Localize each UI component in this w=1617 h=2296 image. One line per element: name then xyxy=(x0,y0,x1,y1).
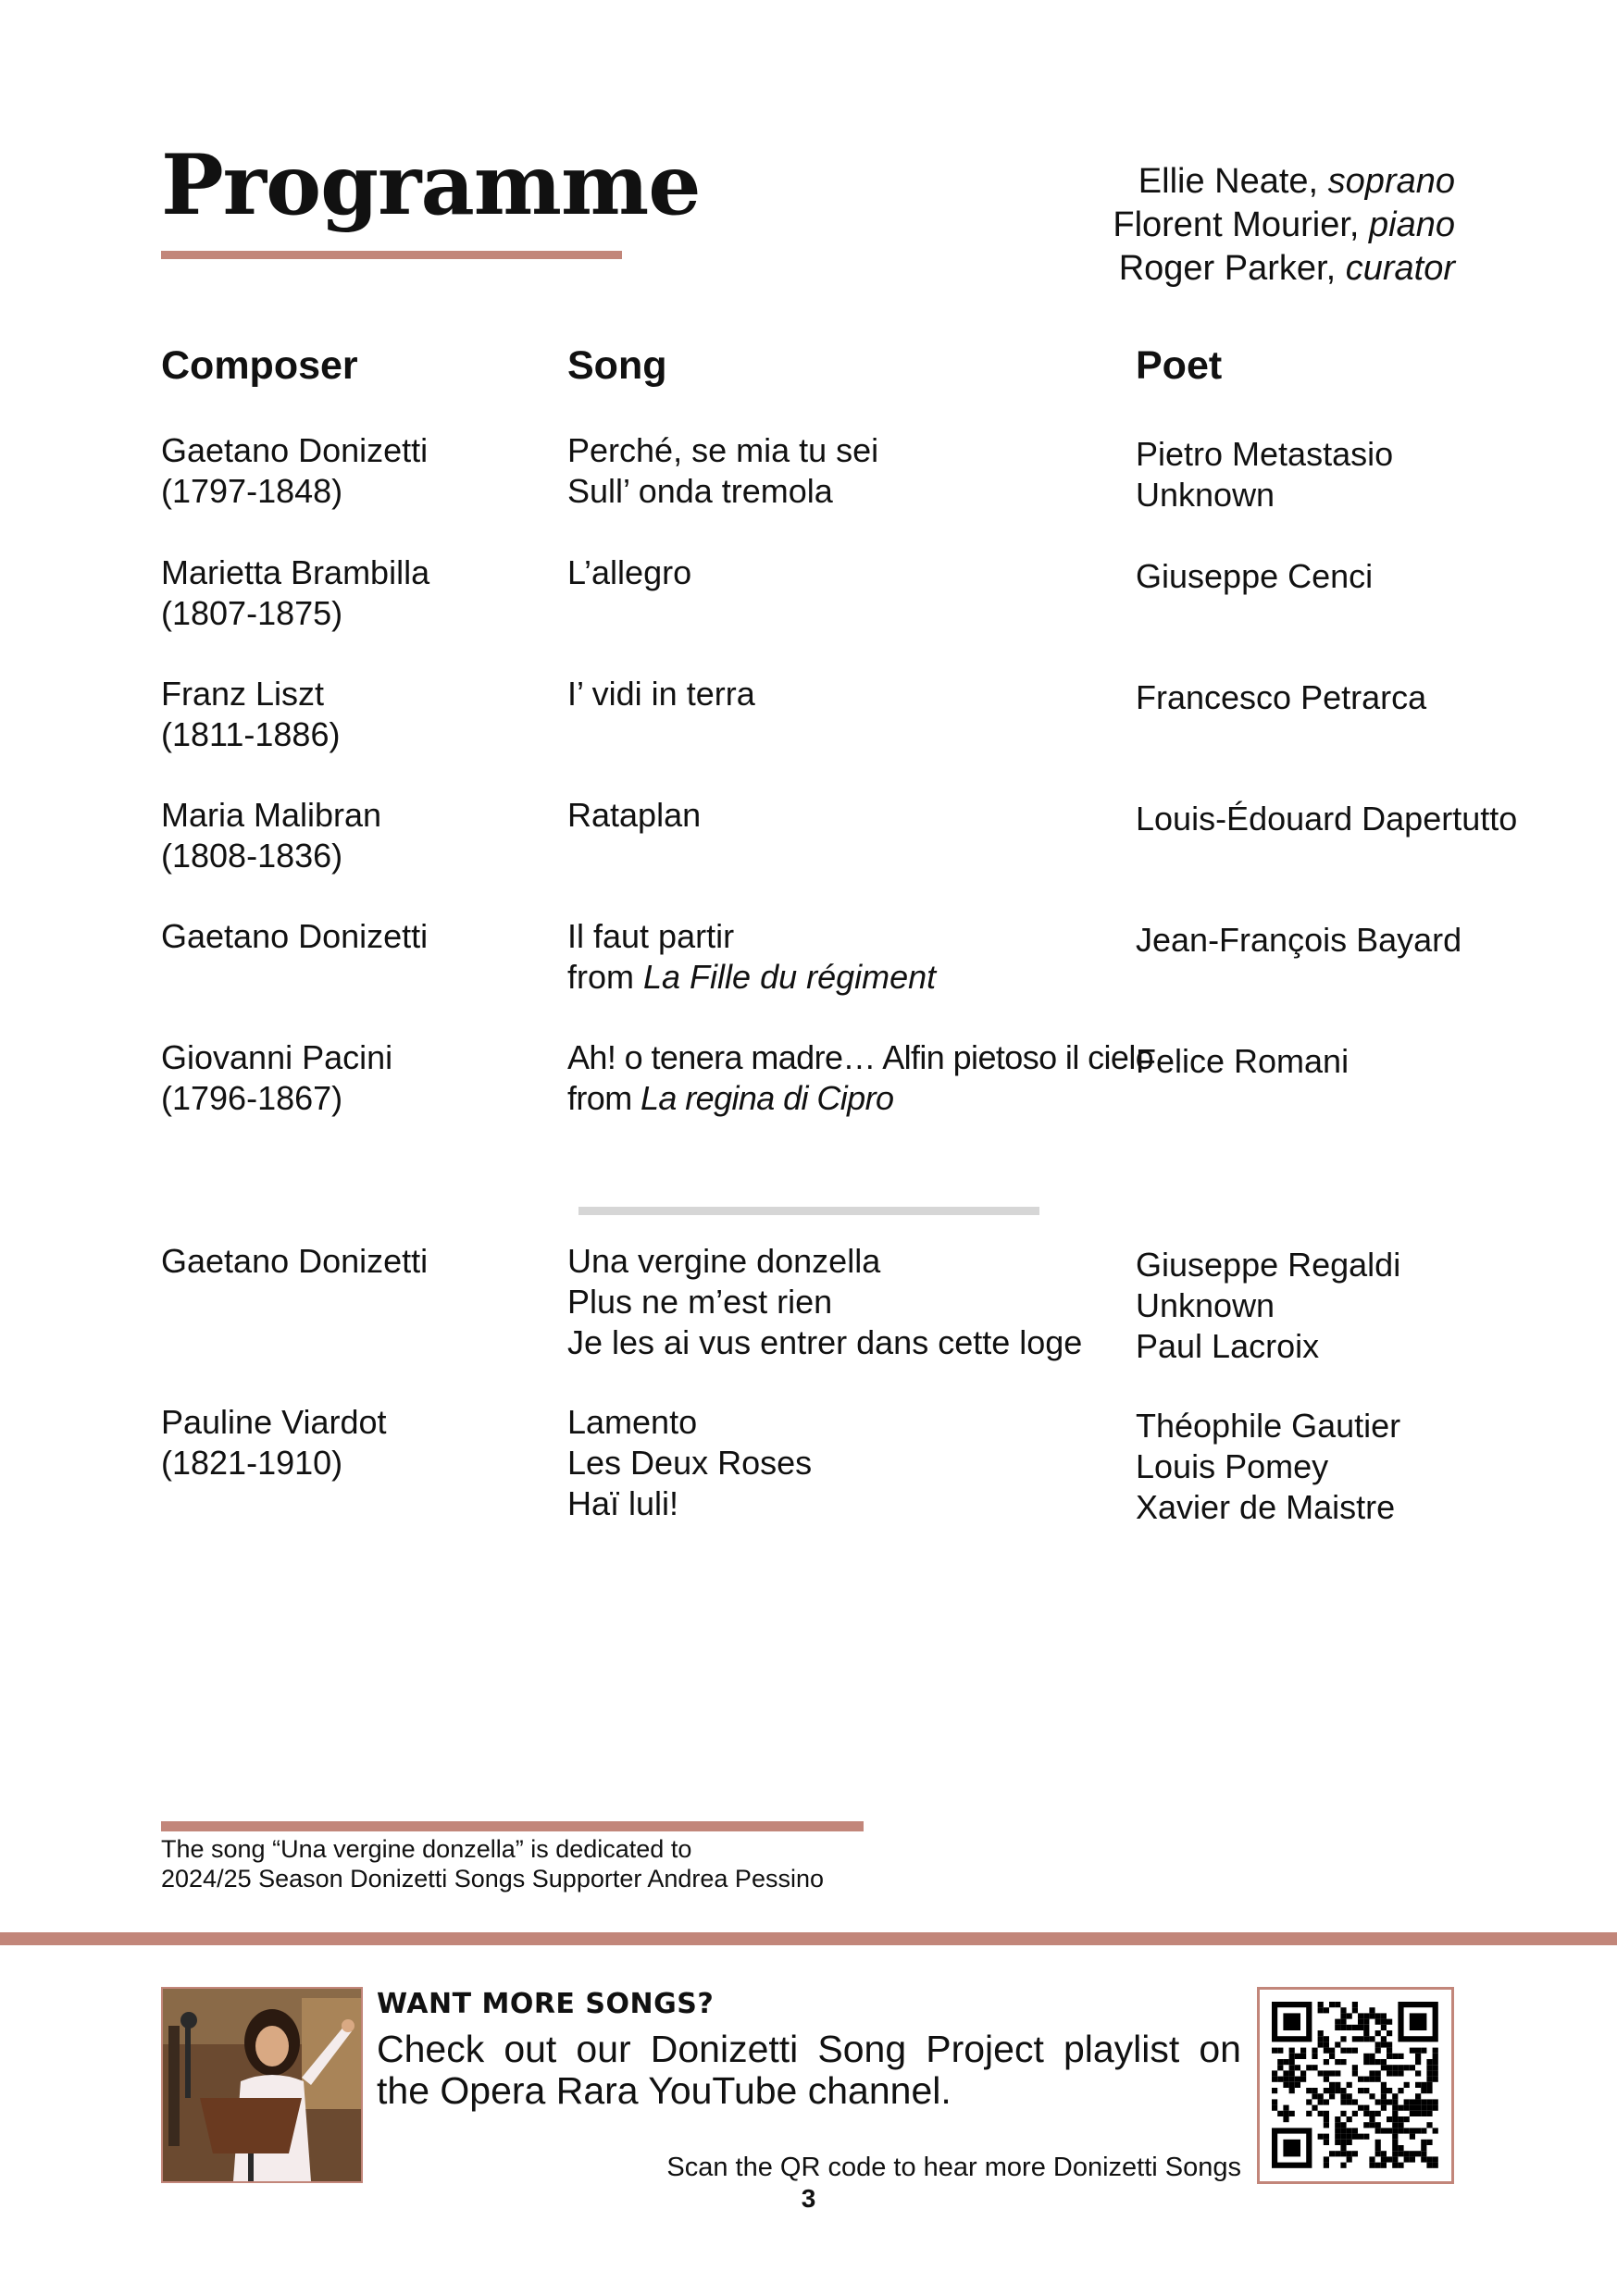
footer-divider xyxy=(0,1932,1617,1945)
song-cell: Rataplan xyxy=(567,796,702,834)
column-header-composer: Composer xyxy=(161,343,358,388)
composer-cell: Giovanni Pacini (1796-1867) xyxy=(161,1038,393,1117)
song-cell: Ah! o tenera madre… Alfin pietoso il cielo from La regina di Cipro xyxy=(567,1038,1154,1117)
performer-line: Roger Parker, curator xyxy=(1118,249,1455,288)
poet-cell: Louis-Édouard Dapertutto xyxy=(1136,800,1518,838)
composer-cell: Gaetano Donizetti (1797-1848) xyxy=(161,431,429,510)
composer-cell: Gaetano Donizetti xyxy=(161,1242,429,1280)
song-cell: Una vergine donzella Plus ne m’est rien Je les ai vus entrer dans cette loge xyxy=(567,1242,1083,1361)
composer-cell: Franz Liszt (1811-1886) xyxy=(161,675,341,753)
song-cell: L’allegro xyxy=(567,553,692,591)
poet-cell: Jean-François Bayard xyxy=(1136,921,1462,959)
poet-cell: Felice Romani xyxy=(1136,1042,1350,1080)
song-cell: Il faut partir from La Fille du régiment xyxy=(567,917,937,996)
composer-cell: Pauline Viardot (1821-1910) xyxy=(161,1403,387,1482)
poet-cell: Giuseppe Cenci xyxy=(1136,557,1374,595)
composer-cell: Maria Malibran (1808-1836) xyxy=(161,796,382,875)
programme-header xyxy=(0,338,1617,393)
promo-text: Check out our Donizetti Song Project playlist on the Opera Rara YouTube channel. xyxy=(377,2028,1241,2112)
poet-cell: Francesco Petrarca xyxy=(1136,678,1427,716)
interval-divider xyxy=(578,1207,1039,1215)
page-number: 3 xyxy=(801,2184,816,2213)
performer-line: Ellie Neate, soprano xyxy=(1138,162,1455,201)
column-header-poet: Poet xyxy=(1136,343,1223,388)
qr-code-icon xyxy=(1260,1990,1451,2181)
poet-cell: Théophile Gautier Louis Pomey Xavier de Maistre xyxy=(1136,1407,1401,1526)
qr-code[interactable] xyxy=(1257,1987,1454,2184)
song-cell: Lamento Les Deux Roses Haï luli! xyxy=(567,1403,813,1522)
performer-credits xyxy=(1113,160,1455,291)
dedication-rule xyxy=(161,1821,864,1831)
poet-cell: Pietro Metastasio Unknown xyxy=(1136,435,1394,514)
song-cell: Perché, se mia tu sei Sull’ onda tremola xyxy=(567,431,879,510)
composer-cell: Gaetano Donizetti xyxy=(161,917,429,955)
page-title: Programme xyxy=(161,136,701,234)
composer-cell: Marietta Brambilla (1807-1875) xyxy=(161,553,430,632)
singer-photo xyxy=(161,1987,363,2183)
qr-caption: Scan the QR code to hear more Donizetti Songs xyxy=(666,2153,1241,2182)
opera-title: La Fille du régiment xyxy=(643,958,937,996)
opera-title: La regina di Cipro xyxy=(641,1079,894,1117)
performer-line: Florent Mourier, piano xyxy=(1113,205,1455,244)
promo-heading: WANT MORE SONGS? xyxy=(377,1988,715,2020)
column-header-song: Song xyxy=(567,343,667,388)
poet-cell: Giuseppe Regaldi Unknown Paul Lacroix xyxy=(1136,1246,1401,1365)
dedication-note: The song “Una vergine donzella” is dedicated to 2024/25 Season Donizetti Songs Supporter Andrea Pessino xyxy=(161,1835,824,1893)
singer-photo-image xyxy=(163,1989,361,2181)
title-underline xyxy=(161,251,622,259)
song-cell: I’ vidi in terra xyxy=(567,675,755,713)
